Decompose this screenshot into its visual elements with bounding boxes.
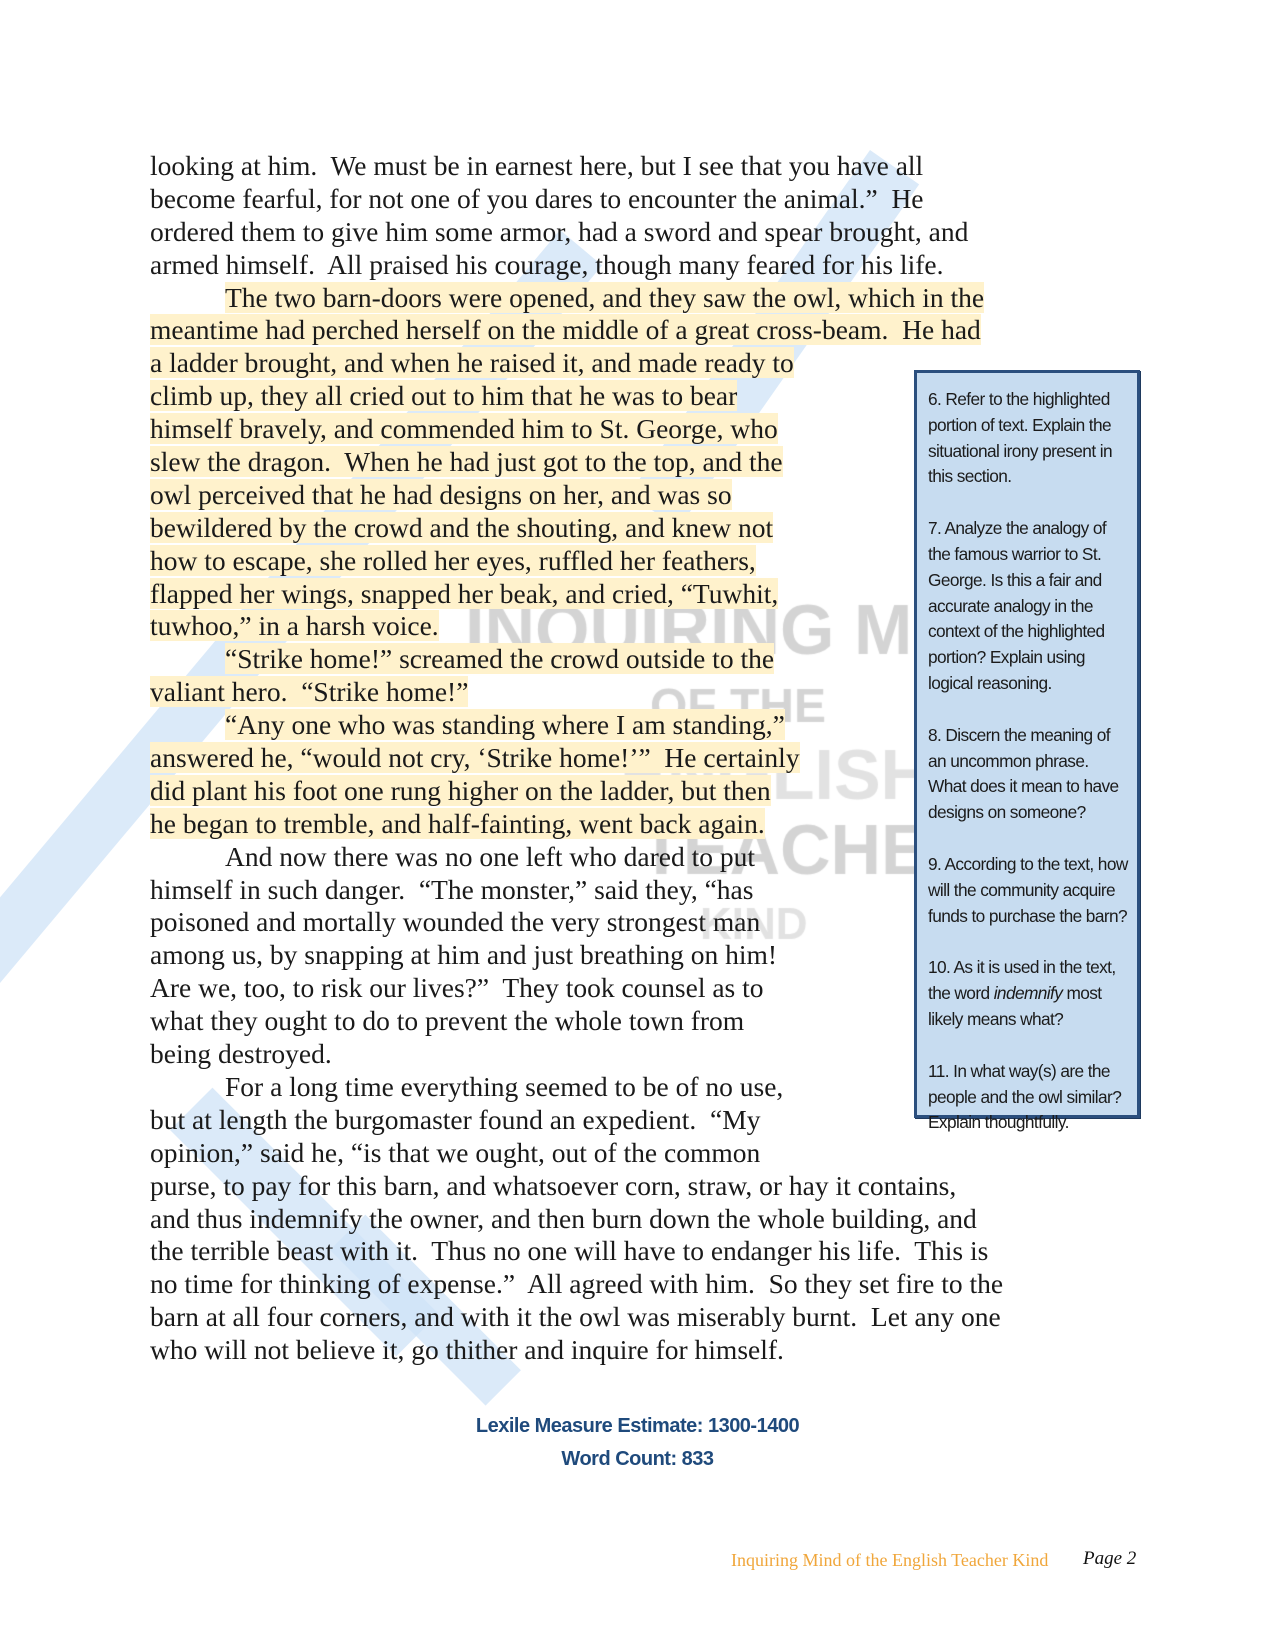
line-text: and thus indemnify the owner, and then burn down the whole building, and — [150, 1202, 977, 1234]
line-text: who will not believe it, go thither and inquire for himself. — [150, 1334, 784, 1366]
highlighted-text: meantime had perched herself on the middle of a great cross-beam. He had — [150, 314, 981, 346]
highlighted-text: he began to tremble, and half-fainting, went back again. — [150, 807, 765, 839]
line-text: Are we, too, to risk our lives?” They took counsel as to — [150, 972, 764, 1004]
highlighted-text: climb up, they all cried out to him that he was to bear — [150, 380, 738, 412]
question-7: 7. Analyze the analogy of the famous warrior to St. George. Is this a fair and accurate analogy in the context of the highlighted portion? Explain using logical reasoning. — [928, 518, 1107, 693]
line-text: become fearful, for not one of you dares to encounter the animal.” He — [150, 182, 924, 214]
question-8: 8. Discern the meaning of an uncommon phrase. What does it mean to have designs on someone? — [928, 724, 1119, 823]
highlighted-text: answered he, “would not cry, ‘Strike home!’” He certainly — [150, 742, 800, 774]
story-line — [150, 1334, 1150, 1367]
story-line — [150, 282, 1150, 315]
line-text: but at length the burgomaster found an expedient. “My — [150, 1103, 761, 1135]
story-line — [150, 1137, 1150, 1170]
line-text: what they ought to do to prevent the whole town from — [150, 1005, 745, 1037]
line-text: For a long time everything seemed to be of no use, — [225, 1070, 784, 1102]
story-line — [150, 183, 1150, 216]
highlighted-text: a ladder brought, and when he raised it, and made ready to — [150, 347, 794, 379]
line-text: looking at him. We must be in earnest here, but I see that you have all — [150, 150, 924, 181]
question-11: 11. In what way(s) are the people and the owl similar? Explain thoughtfully. — [928, 1060, 1122, 1133]
story-line — [150, 1235, 1150, 1268]
highlighted-text: slew the dragon. When he had just got to the top, and the — [150, 446, 783, 478]
line-text: among us, by snapping at him and just breathing on him! — [150, 939, 778, 971]
highlighted-text: bewildered by the crowd and the shouting, and knew not — [150, 511, 774, 543]
highlighted-text: valiant hero. “Strike home!” — [150, 676, 469, 708]
question-10-term: indemnify — [993, 983, 1063, 1004]
story-line — [150, 1203, 1150, 1236]
highlighted-text: flapped her wings, snapped her beak, and cried, “Tuwhit, — [150, 577, 779, 609]
highlighted-text: did plant his foot one rung higher on the ladder, but then — [150, 774, 771, 806]
question-9: 9. According to the text, how will the community acquire funds to purchase the barn? — [928, 853, 1128, 926]
page-number: Page 2 — [1083, 1548, 1137, 1569]
line-text: ordered them to give him some armor, had a sword and spear brought, and — [150, 215, 969, 247]
footer-brand: Inquiring Mind of the English Teacher Kind — [731, 1550, 1049, 1570]
highlighted-text: The two barn-doors were opened, and they saw the owl, which in the — [225, 281, 985, 313]
question-10-text: 10. As it is used in the text, the word — [928, 957, 1116, 1004]
line-text: no time for thinking of expense.” All agreed with him. So they set fire to the — [150, 1268, 1004, 1300]
highlighted-text: “Any one who was standing where I am standing,” — [225, 709, 785, 741]
highlighted-text: how to escape, she rolled her eyes, ruffled her feathers, — [150, 544, 756, 576]
story-line — [150, 1301, 1150, 1334]
word-count: Word Count: 833 — [561, 1448, 714, 1470]
question-10 — [928, 955, 1129, 1032]
story-line — [150, 150, 1150, 183]
line-text: being destroyed. — [150, 1038, 332, 1070]
question-10-text-end: most likely means what? — [928, 983, 1102, 1029]
highlighted-text: “Strike home!” screamed the crowd outside to the — [225, 643, 775, 675]
line-text: purse, to pay for this barn, and whatsoever corn, straw, or hay it contains, — [150, 1169, 957, 1201]
line-text: poisoned and mortally wounded the very strongest man — [150, 906, 761, 938]
story-line — [150, 249, 1150, 282]
line-text: barn at all four corners, and with it the owl was miserably burnt. Let any one — [150, 1301, 1001, 1333]
lexile-measure: Lexile Measure Estimate: 1300-1400 — [475, 1415, 800, 1437]
story-line — [150, 1170, 1150, 1203]
highlighted-text: himself bravely, and commended him to St. George, who — [150, 413, 778, 445]
highlighted-text: owl perceived that he had designs on her, and was so — [150, 478, 732, 510]
story-line — [150, 216, 1150, 249]
highlighted-text: tuwhoo,” in a harsh voice. — [150, 610, 439, 642]
line-text: opinion,” said he, “is that we ought, out of the common — [150, 1136, 761, 1168]
line-text: himself in such danger. “The monster,” said they, “has — [150, 873, 754, 905]
story-line — [150, 314, 1150, 347]
story-line — [150, 1268, 1150, 1301]
questions-box — [914, 370, 1140, 1133]
text-stats — [0, 1410, 1275, 1476]
line-text: the terrible beast with it. Thus no one will have to endanger his life. This is — [150, 1235, 989, 1267]
line-text: And now there was no one left who dared to put — [225, 840, 756, 872]
question-6: 6. Refer to the highlighted portion of text. Explain the situational irony present in this section. — [928, 389, 1112, 487]
line-text: armed himself. All praised his courage, though many feared for his life. — [150, 248, 944, 280]
